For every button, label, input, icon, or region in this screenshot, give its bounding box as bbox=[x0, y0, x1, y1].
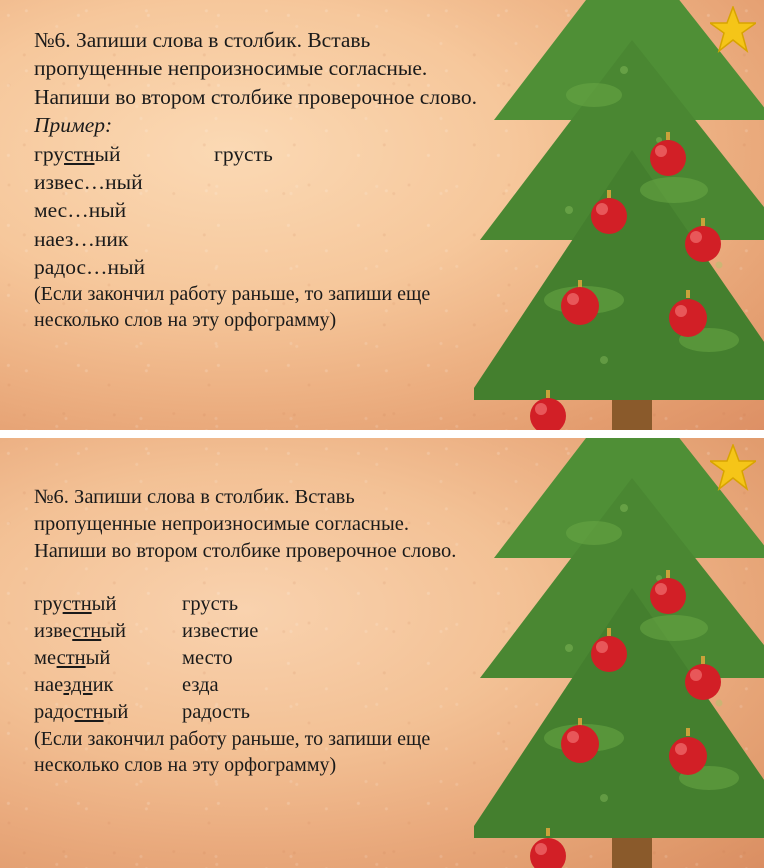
word-suffix: ик bbox=[92, 674, 114, 697]
word-underlined-part: стн bbox=[64, 141, 95, 166]
star-ornament bbox=[710, 444, 756, 497]
slide-2 bbox=[0, 438, 764, 868]
note-line: (Если закончил работу раньше, то запиши еще bbox=[34, 728, 431, 751]
christmas-ball bbox=[669, 728, 707, 775]
word-suffix: ый bbox=[94, 141, 121, 166]
word-prefix: радо bbox=[34, 701, 75, 724]
slide-1-text bbox=[34, 26, 614, 333]
christmas-ball bbox=[669, 290, 707, 337]
check-word-cell: езда bbox=[182, 674, 219, 697]
word-pair-row bbox=[34, 168, 614, 196]
christmas-ball bbox=[650, 132, 686, 176]
word-cell bbox=[34, 645, 182, 672]
word-cell: наез…ник bbox=[34, 226, 129, 251]
word-cell: мес…ный bbox=[34, 198, 127, 223]
note-line: несколько слов на эту орфограмму) bbox=[34, 754, 337, 777]
note-line: (Если закончил работу раньше, то запиши еще bbox=[34, 283, 431, 306]
word-suffix: ый bbox=[103, 701, 129, 724]
example-label: Пример: bbox=[34, 113, 113, 138]
word-pair-row bbox=[34, 672, 614, 699]
word-pair-row bbox=[34, 225, 614, 253]
task-heading-line: №6. Запиши слова в столбик. Вставь bbox=[34, 486, 355, 508]
slide-2-text bbox=[34, 484, 614, 778]
word-prefix: гру bbox=[34, 593, 63, 616]
word-underlined-part: стн bbox=[62, 593, 92, 616]
christmas-ball bbox=[530, 390, 566, 430]
task-heading-line: Напиши во втором столбике проверочное слово. bbox=[34, 540, 457, 563]
christmas-ball bbox=[530, 828, 566, 868]
check-word-cell: известие bbox=[182, 620, 259, 643]
check-word-cell: грусть bbox=[214, 141, 273, 166]
word-suffix: ый bbox=[91, 593, 117, 616]
word-prefix: ме bbox=[34, 647, 57, 670]
text-spacer bbox=[34, 565, 614, 591]
word-underlined-part: стн bbox=[74, 701, 104, 724]
word-suffix: ый bbox=[101, 620, 127, 643]
slide-1 bbox=[0, 0, 764, 430]
word-pair-row bbox=[34, 591, 614, 618]
word-pair-row bbox=[34, 140, 614, 168]
word-pair-row bbox=[34, 196, 614, 224]
word-prefix: гру bbox=[34, 141, 65, 166]
word-cell bbox=[34, 699, 182, 726]
christmas-ball bbox=[685, 218, 721, 262]
word-underlined-part: здн bbox=[63, 674, 93, 697]
word-pair-row bbox=[34, 645, 614, 672]
word-cell bbox=[34, 618, 182, 645]
check-word-cell: грусть bbox=[182, 593, 239, 616]
word-cell: радос…ный bbox=[34, 255, 146, 279]
word-cell: извес…ный bbox=[34, 169, 143, 194]
word-suffix: ый bbox=[85, 647, 111, 670]
task-heading-line: пропущенные непроизносимые согласные. bbox=[34, 56, 428, 81]
note-line: несколько слов на эту орфограмму) bbox=[34, 309, 337, 332]
word-underlined-part: стн bbox=[56, 647, 86, 670]
check-word-cell: место bbox=[182, 647, 233, 670]
slide-divider bbox=[0, 430, 764, 438]
check-word-cell: радость bbox=[182, 701, 250, 724]
christmas-ball bbox=[650, 570, 686, 614]
word-prefix: изве bbox=[34, 620, 73, 643]
star-ornament bbox=[710, 6, 756, 59]
word-pair-row bbox=[34, 253, 614, 281]
task-heading-line: №6. Запиши слова в столбик. Вставь bbox=[34, 28, 371, 52]
task-heading-line: Напиши во втором столбике проверочное слово. bbox=[34, 84, 477, 109]
word-cell bbox=[34, 140, 214, 168]
word-pair-row bbox=[34, 618, 614, 645]
word-pair-row bbox=[34, 699, 614, 726]
word-cell bbox=[34, 591, 182, 618]
christmas-ball bbox=[685, 656, 721, 700]
word-cell bbox=[34, 672, 182, 699]
task-heading-line: пропущенные непроизносимые согласные. bbox=[34, 513, 410, 536]
word-prefix: нае bbox=[34, 674, 64, 697]
word-underlined-part: стн bbox=[72, 620, 102, 643]
